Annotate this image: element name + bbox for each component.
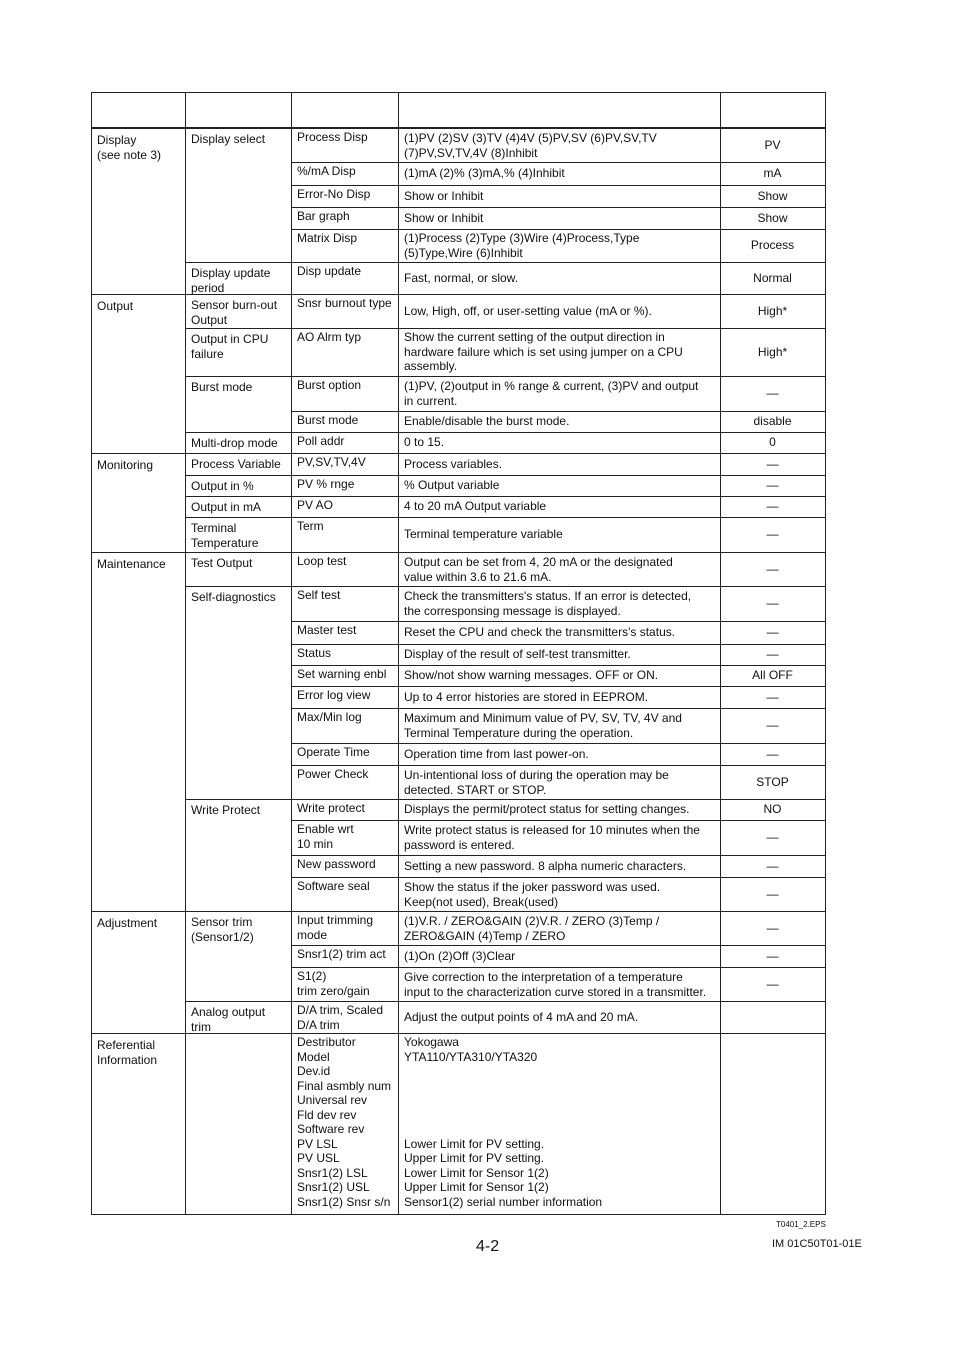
default-value: STOP [756,775,789,789]
default-value: — [766,887,779,901]
row-separator [291,453,825,454]
row-separator [291,328,825,329]
default-value: All OFF [752,668,793,682]
parameter-name: Enable wrt 10 min [297,822,354,851]
default-value: — [766,647,779,661]
parameter-description: (1)PV, (2)output in % range & current, (3)PV and output in current. [404,379,699,408]
default-value: — [766,596,779,610]
parameter-name: Matrix Disp [297,231,358,245]
parameter-name: Self test [297,588,341,602]
parameter-description: 0 to 15. [404,435,445,449]
table-bottom-border [91,1214,825,1215]
row-separator [291,185,825,186]
column-divider [398,128,399,1215]
column-divider [720,128,721,1215]
parameter-description: 4 to 20 mA Output variable [404,499,547,513]
default-value: mA [763,166,782,180]
parameter-description: (1)PV (2)SV (3)TV (4)4V (5)PV,SV (6)PV,SV,TV (7)PV,SV,TV,4V (8)Inhibit [404,131,657,160]
default-value: — [766,499,779,513]
group-separator [91,552,185,553]
default-value: — [766,386,779,400]
row-separator [291,644,825,645]
parameter-description: Terminal temperature variable [404,527,563,541]
subgroup-separator [185,376,291,377]
parameter-name: Destributor Model Dev.id Final asmbly num Universal rev Fld dev rev Software rev PV LSL PV USL Snsr1(2) LSL Snsr1(2) USL Snsr1(2) Snsr s/n [297,1035,392,1209]
row-separator [291,432,825,433]
header-column-divider [291,92,292,128]
default-value: — [766,625,779,639]
parameter-name: D/A trim, Scaled D/A trim [297,1003,384,1032]
default-value: — [766,562,779,576]
parameter-name: New password [297,857,376,871]
row-separator [291,967,825,968]
parameter-description: Write protect status is released for 10 minutes when the password is entered. [404,823,700,852]
column-divider [825,128,826,1215]
row-separator [291,294,825,295]
row-separator [291,911,825,912]
parameter-description: Operation time from last power-on. [404,747,589,761]
subgroup-separator [185,586,291,587]
parameter-description: Low, High, off, or user-setting value (mA or %). [404,304,652,318]
column-divider [91,128,92,1215]
header-column-divider [185,92,186,128]
default-value: 0 [769,435,776,449]
group-label: Maintenance [97,557,166,571]
default-value: — [766,747,779,761]
parameter-name: Operate Time [297,745,370,759]
parameter-name: Master test [297,623,357,637]
subgroup-label: Process Variable [191,457,281,471]
parameter-name: Loop test [297,554,347,568]
parameter-name: Process Disp [297,130,368,144]
group-label: Adjustment [97,916,158,930]
subgroup-label: Display select [191,132,266,146]
parameter-description: Check the transmitters's status. If an error is detected, the corresponsing message is displayed. [404,589,692,618]
subgroup-label: Analog output trim [191,1005,266,1034]
parameter-name: Error log view [297,688,371,702]
parameter-name: Write protect [297,801,365,815]
default-value: PV [764,138,781,152]
row-separator [291,945,825,946]
row-separator [291,376,825,377]
parameter-name: PV,SV,TV,4V [297,455,366,469]
parameter-name: Disp update [297,264,362,278]
header-column-divider [398,92,399,128]
default-value: — [766,690,779,704]
parameter-description: Enable/disable the burst mode. [404,414,570,428]
subgroup-separator [185,496,291,497]
row-separator [291,411,825,412]
row-separator [291,262,825,263]
figure-tag: T0401_2.EPS [776,1220,826,1229]
row-separator [291,496,825,497]
default-value: Normal [753,271,792,285]
subgroup-separator [185,475,291,476]
default-value: — [766,478,779,492]
parameter-name: S1(2) trim zero/gain [297,969,370,998]
parameter-description: Show/not show warning messages. OFF or ON. [404,668,659,682]
parameter-description: Show or Inhibit [404,211,484,225]
parameter-description: (1)mA (2)% (3)mA,% (4)Inhibit [404,166,565,180]
parameter-description: Adjust the output points of 4 mA and 20 mA. [404,1010,639,1024]
parameter-description: Process variables. [404,457,503,471]
row-separator [291,708,825,709]
header-column-divider [825,92,826,128]
table-body-top-border [91,128,825,129]
group-separator [91,294,185,295]
parameter-name: Term [297,519,324,533]
row-separator [291,877,825,878]
subgroup-label: Self-diagnostics [191,590,276,604]
row-separator [291,517,825,518]
group-label: Display (see note 3) [97,133,162,162]
subgroup-label: Test Output [191,556,253,570]
subgroup-separator [185,799,291,800]
column-divider [291,128,292,1215]
default-value: — [766,859,779,873]
row-separator [291,743,825,744]
default-value: — [766,718,779,732]
group-label: Referential Information [97,1038,158,1067]
row-separator [291,665,825,666]
row-separator [291,820,825,821]
row-separator [291,207,825,208]
parameter-name: Snsr burnout type [297,296,392,310]
parameter-name: PV AO [297,498,334,512]
row-separator [291,765,825,766]
row-separator [291,229,825,230]
subgroup-separator [185,328,291,329]
subgroup-label: Terminal Temperature [191,521,259,550]
parameter-description: (1)Process (2)Type (3)Wire (4)Process,Type (5)Type,Wire (6)Inhibit [404,231,640,260]
parameter-name: Status [297,646,332,660]
subgroup-separator [185,552,291,553]
parameter-description: (1)V.R. / ZERO&GAIN (2)V.R. / ZERO (3)Temp / ZERO&GAIN (4)Temp / ZERO [404,914,660,943]
parameter-description: Reset the CPU and check the transmitters's status. [404,625,676,639]
parameter-description: Show the status if the joker password was used. Keep(not used), Break(used) [404,880,661,909]
parameter-description: (1)On (2)Off (3)Clear [404,949,516,963]
default-value: — [766,977,779,991]
row-separator [291,799,825,800]
subgroup-label: Burst mode [191,380,253,394]
page-number: 4-2 [476,1238,500,1255]
subgroup-label: Output in CPU failure [191,332,269,361]
default-value: disable [753,414,792,428]
parameter-name: Max/Min log [297,710,362,724]
default-value: Process [750,238,795,252]
row-separator [291,475,825,476]
subgroup-separator [185,911,291,912]
row-separator [291,552,825,553]
parameter-name: AO Alrm typ [297,330,362,344]
parameter-name: Poll addr [297,434,345,448]
group-label: Monitoring [97,458,154,472]
default-value: NO [763,802,782,816]
group-separator [91,1033,185,1034]
parameter-description: Displays the permit/protect status for setting changes. [404,802,690,816]
subgroup-label: Multi-drop mode [191,436,278,450]
subgroup-separator [185,517,291,518]
parameter-description: Yokogawa YTA110/YTA310/YTA320 Lower Limit for PV setting. Upper Limit for PV setting. Lower Limit for Sensor 1(2) Upper Limit for Sensor 1(2) Sensor1(2) serial number information [404,1035,603,1209]
row-separator [291,586,825,587]
row-separator [291,1001,825,1002]
default-value: Show [757,189,788,203]
parameter-name: Power Check [297,767,369,781]
parameter-description: Show or Inhibit [404,189,484,203]
parameter-name: %/mA Disp [297,164,356,178]
parameter-name: Set warning enbl [297,667,387,681]
parameter-name: Error-No Disp [297,187,371,201]
subgroup-label: Write Protect [191,803,261,817]
subgroup-label: Sensor burn-out Output [191,298,278,327]
group-separator [91,453,185,454]
default-value: — [766,457,779,471]
column-divider [185,128,186,1215]
subgroup-separator [185,262,291,263]
parameter-description: Output can be set from 4, 20 mA or the designated value within 3.6 to 21.6 mA. [404,555,673,584]
subgroup-label: Display update period [191,266,271,295]
parameter-description: Display of the result of self-test transmitter. [404,647,631,661]
row-separator [291,621,825,622]
row-separator [291,686,825,687]
parameter-name: Burst option [297,378,362,392]
default-value: — [766,527,779,541]
default-value: High* [757,345,788,359]
parameter-description: Maximum and Minimum value of PV, SV, TV, 4V and Terminal Temperature during the operation. [404,711,682,740]
parameter-name: Software seal [297,879,370,893]
parameter-name: Burst mode [297,413,359,427]
parameter-description: Setting a new password. 8 alpha numeric characters. [404,859,687,873]
parameter-name: Snsr1(2) trim act [297,947,386,961]
parameter-description: Fast, normal, or slow. [404,271,519,285]
row-separator [291,1033,825,1034]
header-top-border [91,92,825,93]
parameter-description: Up to 4 error histories are stored in EEPROM. [404,690,649,704]
subgroup-separator [185,453,291,454]
default-value: — [766,921,779,935]
row-separator [291,855,825,856]
group-separator [91,911,185,912]
parameter-description: Show the current setting of the output direction in hardware failure which is set using jumper on a CPU assembly. [404,330,683,373]
group-label: Output [97,299,134,313]
document-id: IM 01C50T01-01E [772,1238,862,1250]
subgroup-separator [185,432,291,433]
default-value: Show [757,211,788,225]
default-value: — [766,830,779,844]
subgroup-label: Output in % [191,479,254,493]
subgroup-label: Output in mA [191,500,262,514]
parameter-name: Input trimming mode [297,913,374,942]
default-value: High* [757,304,788,318]
header-column-divider [720,92,721,128]
header-column-divider [91,92,92,128]
parameter-description: Un-intentional loss of during the operation may be detected. START or STOP. [404,768,669,797]
parameter-name: PV % rnge [297,477,355,491]
parameter-description: Give correction to the interpretation of a temperature input to the characterization curve stored in a transmitter. [404,970,707,999]
parameter-description: % Output variable [404,478,500,492]
default-value: — [766,949,779,963]
subgroup-separator [185,1001,291,1002]
row-separator [291,162,825,163]
parameter-name: Bar graph [297,209,350,223]
subgroup-label: Sensor trim (Sensor1/2) [191,915,254,944]
